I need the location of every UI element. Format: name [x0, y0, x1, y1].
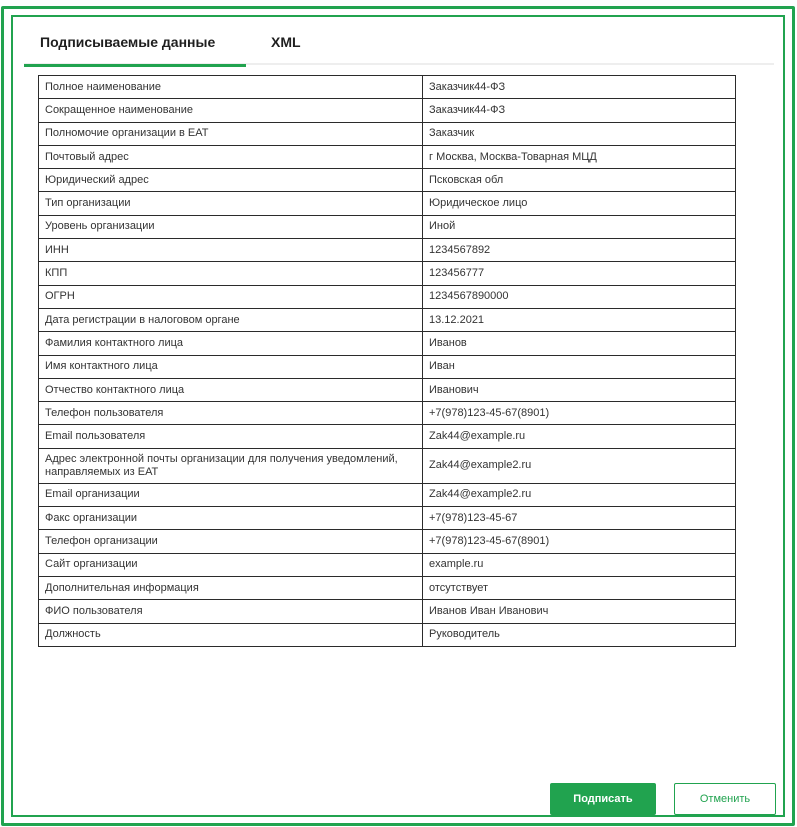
table-row [39, 530, 736, 553]
row-label: Сайт организации [39, 553, 423, 576]
table-row [39, 262, 736, 285]
row-value: Заказчик44-ФЗ [423, 99, 736, 122]
row-label: Почтовый адрес [39, 145, 423, 168]
tab-bar [24, 29, 774, 65]
row-value: +7(978)123-45-67 [423, 507, 736, 530]
row-value: 123456777 [423, 262, 736, 285]
table-row [39, 99, 736, 122]
table-row [39, 122, 736, 145]
row-value: Руководитель [423, 623, 736, 646]
row-value: Иной [423, 215, 736, 238]
table-row [39, 239, 736, 262]
table-row [39, 448, 736, 483]
row-label: Сокращенное наименование [39, 99, 423, 122]
table-row [39, 145, 736, 168]
row-label: Адрес электронной почты организации для получения уведомлений, направляемых из ЕАТ [39, 448, 423, 483]
row-value: +7(978)123-45-67(8901) [423, 530, 736, 553]
table-row [39, 332, 736, 355]
table-row [39, 355, 736, 378]
table-row [39, 507, 736, 530]
table-row [39, 76, 736, 99]
row-value: Zak44@example.ru [423, 425, 736, 448]
table-row [39, 553, 736, 576]
row-label: ИНН [39, 239, 423, 262]
row-value: +7(978)123-45-67(8901) [423, 402, 736, 425]
row-label: Уровень организации [39, 215, 423, 238]
row-label: Полномочие организации в ЕАТ [39, 122, 423, 145]
row-value: Заказчик44-ФЗ [423, 76, 736, 99]
row-label: ОГРН [39, 285, 423, 308]
row-value: Иван [423, 355, 736, 378]
signed-data-table [38, 75, 736, 647]
table-row [39, 169, 736, 192]
row-label: КПП [39, 262, 423, 285]
row-value: 13.12.2021 [423, 308, 736, 331]
row-value: Иванович [423, 378, 736, 401]
row-label: Юридический адрес [39, 169, 423, 192]
dialog-panel [11, 15, 785, 817]
row-value: Заказчик [423, 122, 736, 145]
table-row [39, 308, 736, 331]
row-value: Zak44@example2.ru [423, 483, 736, 506]
table-row [39, 192, 736, 215]
row-label: Отчество контактного лица [39, 378, 423, 401]
row-label: Дополнительная информация [39, 576, 423, 599]
dialog-outer-frame [1, 6, 795, 826]
table-row [39, 378, 736, 401]
row-value: Иванов Иван Иванович [423, 600, 736, 623]
tab-xml[interactable]: XML [271, 34, 301, 50]
row-label: Имя контактного лица [39, 355, 423, 378]
table-row [39, 285, 736, 308]
row-label: Фамилия контактного лица [39, 332, 423, 355]
table-row [39, 402, 736, 425]
table-row [39, 215, 736, 238]
row-value: отсутствует [423, 576, 736, 599]
row-value: example.ru [423, 553, 736, 576]
row-label: Телефон организации [39, 530, 423, 553]
row-value: 1234567890000 [423, 285, 736, 308]
row-value: Иванов [423, 332, 736, 355]
row-label: Email организации [39, 483, 423, 506]
table-row [39, 623, 736, 646]
row-label: Email пользователя [39, 425, 423, 448]
cancel-button[interactable]: Отменить [674, 783, 776, 815]
row-label: Тип организации [39, 192, 423, 215]
table-row [39, 483, 736, 506]
tab-signed-data[interactable]: Подписываемые данные [24, 29, 246, 67]
row-label: Телефон пользователя [39, 402, 423, 425]
sign-button[interactable]: Подписать [550, 783, 656, 815]
row-value: Псковская обл [423, 169, 736, 192]
table-row [39, 600, 736, 623]
table-row [39, 576, 736, 599]
row-label: Полное наименование [39, 76, 423, 99]
row-label: Дата регистрации в налоговом органе [39, 308, 423, 331]
row-value: г Москва, Москва-Товарная МЦД [423, 145, 736, 168]
row-value: Zak44@example2.ru [423, 448, 736, 483]
row-value: Юридическое лицо [423, 192, 736, 215]
row-label: ФИО пользователя [39, 600, 423, 623]
row-label: Факс организации [39, 507, 423, 530]
row-label: Должность [39, 623, 423, 646]
table-row [39, 425, 736, 448]
row-value: 1234567892 [423, 239, 736, 262]
